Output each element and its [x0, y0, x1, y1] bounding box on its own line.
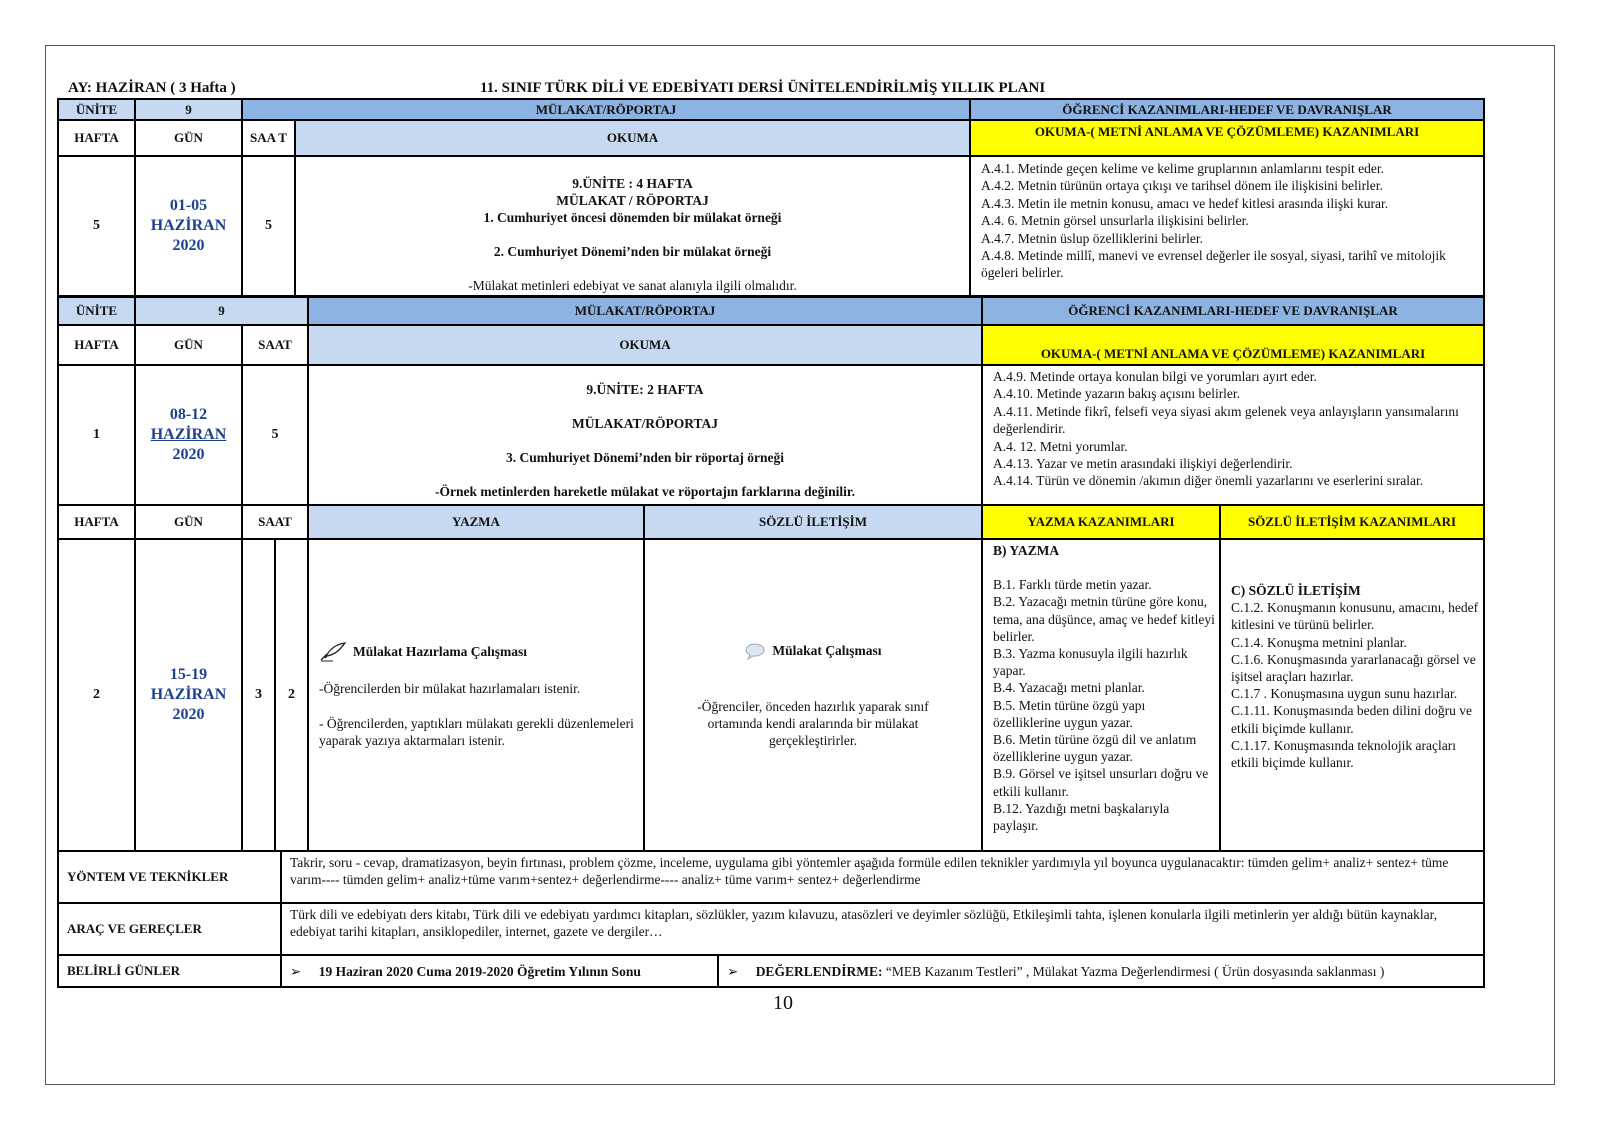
- hafta-label: HAFTA: [58, 325, 135, 365]
- unite-label: ÜNİTE: [58, 99, 135, 120]
- week-number: 5: [58, 156, 135, 296]
- writing-line: -Öğrencilerden bir mülakat hazırlamaları istenir.: [319, 680, 581, 696]
- speaking-title: Mülakat Çalışması: [772, 643, 882, 658]
- writing-objectives-cell: [982, 539, 1220, 851]
- speaking-objectives-header: SÖZLÜ İLETİŞİM KAZANIMLARI: [1220, 505, 1484, 539]
- objective-item: A.4.11. Metinde fikrî, felsefi veya siyasi akım gelenek veya anlayışların yansımalarını değerlendirir.: [993, 403, 1459, 437]
- quill-icon: [319, 642, 347, 662]
- objective-item: A.4. 6. Metnin görsel unsurlarla ilişkisini belirler.: [981, 213, 1249, 229]
- content-line: 9.ÜNİTE : 4 HAFTA: [572, 176, 693, 191]
- objectives-cell: [982, 365, 1484, 505]
- block1-table: [57, 98, 1485, 297]
- objective-item: C.1.7 . Konuşmasına uygun sunu hazırlar.: [1231, 686, 1458, 702]
- objective-item: C.1.17. Konuşmasında teknolojik araçları etkili biçimde kullanır.: [1231, 737, 1456, 771]
- methods-text: Takrir, soru - cevap, dramatizasyon, beyin fırtınası, problem çözme, inceleme, uygulama gibi yöntemler aşağıda formüle edilen teknikler yardımıyla yıl boyunca uygulanacaktır: tümden gelim+ analiz+ sentez+ tüme varım---- tümden gelim+ analiz+tüme varım+sentez+ değerlendirme---- analiz+ tüme varım+ sentez+ değerlendirme: [281, 851, 1484, 903]
- date-cell: [135, 539, 242, 851]
- week-number: 2: [58, 539, 135, 851]
- arrow-icon: ➢: [727, 963, 739, 979]
- writing-header: YAZMA: [308, 505, 644, 539]
- writing-objectives-header: YAZMA KAZANIMLARI: [982, 505, 1220, 539]
- objectives-header: ÖĞRENCİ KAZANIMLARI-HEDEF VE DAVRANIŞLAR: [982, 297, 1484, 325]
- date-year: 2020: [172, 706, 205, 723]
- date-days: 15-19: [169, 666, 208, 683]
- month-label: AY: HAZİRAN ( 3 Hafta ): [68, 80, 236, 96]
- tools-label: ARAÇ VE GEREÇLER: [58, 903, 281, 955]
- section-header: OKUMA: [308, 325, 982, 365]
- footer-table: [57, 850, 1485, 988]
- content-line: 9.ÜNİTE: 2 HAFTA: [586, 382, 704, 397]
- gun-label: GÜN: [135, 325, 242, 365]
- objective-item: A.4.2. Metnin türünün ortaya çıkışı ve tarihsel dönem ile ilişkisini belirler.: [981, 178, 1383, 194]
- saat-label: SAA T: [242, 120, 295, 156]
- theme-header: MÜLAKAT/RÖPORTAJ: [308, 297, 982, 325]
- days-text: 19 Haziran 2020 Cuma 2019-2020 Öğretim Yılının Sonu: [318, 963, 641, 979]
- objective-item: C.1.11. Konuşmasında beden dilini doğru ve etkili biçimde kullanır.: [1231, 703, 1472, 736]
- date-days: 08-12: [169, 406, 208, 423]
- content-cell: [295, 156, 970, 296]
- objective-item: C.1.6. Konuşmasında yararlanacağı görsel ve işitsel araçları hazırlar.: [1231, 651, 1476, 685]
- unite-value: 9: [135, 99, 242, 120]
- speaking-text: -Öğrenciler, önceden hazırlık yaparak sınıf ortamında kendi aralarında bir mülakat gerçekleştirirler.: [697, 698, 929, 748]
- days-cell: [281, 955, 718, 987]
- days-label: BELİRLİ GÜNLER: [58, 955, 281, 987]
- date-year: 2020: [172, 237, 205, 254]
- content-line: 1. Cumhuriyet öncesi dönemden bir mülakat örneği: [483, 210, 782, 225]
- speech-bubble-icon: [744, 642, 766, 660]
- date-cell: [135, 156, 242, 296]
- speaking-header: SÖZLÜ İLETİŞİM: [644, 505, 982, 539]
- arrow-icon: ➢: [290, 963, 302, 979]
- date-year: 2020: [172, 446, 205, 463]
- gun-label: GÜN: [135, 505, 242, 539]
- eval-text: “MEB Kazanım Testleri” , Mülakat Yazma Değerlendirmesi ( Ürün dosyasında saklanması ): [882, 963, 1385, 979]
- eval-label: DEĞERLENDİRME:: [755, 963, 883, 979]
- saat-label: SAAT: [242, 505, 308, 539]
- date-month: HAZİRAN: [150, 426, 227, 443]
- content-line: 2. Cumhuriyet Dönemi’nden bir mülakat örneği: [493, 244, 772, 259]
- hours: 5: [242, 156, 295, 296]
- writing-objectives-title: B) YAZMA: [993, 543, 1060, 558]
- content-line: MÜLAKAT / RÖPORTAJ: [556, 193, 709, 208]
- content-note: -Mülakat metinleri edebiyat ve sanat alanıyla ilgili olmalıdır.: [468, 278, 797, 293]
- saat-label: SAAT: [242, 325, 308, 365]
- hours-b: 2: [275, 539, 308, 851]
- content-line: MÜLAKAT/RÖPORTAJ: [571, 416, 719, 431]
- objective-item: B.3. Yazma konusuyla ilgili hazırlık yapar.: [993, 646, 1188, 679]
- date-cell: [135, 365, 242, 505]
- unite-value: 9: [135, 297, 308, 325]
- objective-item: C.1.4. Konuşma metnini planlar.: [1231, 634, 1407, 650]
- objective-item: B.9. Görsel ve işitsel unsurları doğru ve etkili kullanır.: [993, 766, 1209, 799]
- content-cell: [308, 365, 982, 505]
- objective-item: C.1.2. Konuşmanın konusunu, amacını, hedef kitlesini ve türünü belirler.: [1231, 600, 1479, 633]
- page-title: 11. SINIF TÜRK DİLİ VE EDEBİYATI DERSİ ÜNİTELENDİRİLMİŞ YILLIK PLANI: [480, 80, 1046, 96]
- objective-item: A.4.13. Yazar ve metin arasındaki ilişkiyi değerlendirir.: [993, 456, 1293, 472]
- hours-a: 3: [242, 539, 275, 851]
- date-month: HAZİRAN: [150, 686, 227, 703]
- content-line: 3. Cumhuriyet Dönemi’nden bir röportaj örneği: [506, 450, 784, 465]
- week-number: 1: [58, 365, 135, 505]
- objective-item: A.4.1. Metinde geçen kelime ve kelime gruplarının anlamlarını tespit eder.: [981, 161, 1384, 176]
- objectives-header: ÖĞRENCİ KAZANIMLARI-HEDEF VE DAVRANIŞLAR: [970, 99, 1484, 120]
- theme-header: MÜLAKAT/RÖPORTAJ: [242, 99, 970, 120]
- objective-item: A.4.10. Metinde yazarın bakış açısını belirler.: [993, 386, 1241, 402]
- hours: 5: [242, 365, 308, 505]
- objective-item: A.4. 12. Metni yorumlar.: [993, 438, 1128, 454]
- objective-item: B.6. Metin türüne özgü dil ve anlatım özelliklerine uygun yazar.: [993, 732, 1197, 765]
- objective-item: A.4.9. Metinde ortaya konulan bilgi ve yorumları ayırt eder.: [993, 369, 1317, 384]
- eval-cell: [718, 955, 1484, 987]
- writing-line: - Öğrencilerden, yaptıkları mülakatı gerekli düzenlemeleri yaparak yazıya aktarmaları istenir.: [319, 715, 634, 748]
- hafta-label: HAFTA: [58, 505, 135, 539]
- page-number: 10: [773, 992, 793, 1014]
- objective-item: A.4.7. Metnin üslup özelliklerini belirler.: [981, 230, 1203, 246]
- objectives-cell: [970, 156, 1484, 296]
- objective-item: A.4.14. Türün ve dönemin /akımın diğer önemli yazarlarını ve eserlerini sıralar.: [993, 473, 1424, 489]
- unite-label: ÜNİTE: [58, 297, 135, 325]
- objective-item: B.1. Farklı türde metin yazar.: [993, 577, 1152, 593]
- speaking-title-row: [649, 642, 977, 660]
- hafta-label: HAFTA: [58, 120, 135, 156]
- block3-table: [57, 504, 1485, 852]
- writing-cell: [308, 539, 644, 851]
- objective-item: B.5. Metin türüne özgü yapı özelliklerine uygun yazar.: [993, 697, 1146, 730]
- speaking-objectives-title: C) SÖZLÜ İLETİŞİM: [1231, 583, 1361, 598]
- date-month: HAZİRAN: [150, 217, 227, 234]
- section-header: OKUMA: [295, 120, 970, 156]
- section-objectives-header: OKUMA-( METNİ ANLAMA VE ÇÖZÜMLEME) KAZANIMLARI: [982, 325, 1484, 365]
- speaking-objectives-cell: [1220, 539, 1484, 851]
- speaking-cell: [644, 539, 982, 851]
- writing-title-row: [319, 642, 639, 662]
- objective-item: A.4.3. Metin ile metnin konusu, amacı ve hedef kitlesi arasında ilişki kurar.: [981, 195, 1389, 211]
- section-objectives-header: OKUMA-( METNİ ANLAMA VE ÇÖZÜMLEME) KAZANIMLARI: [970, 120, 1484, 156]
- block2-table: [57, 296, 1485, 506]
- methods-label: YÖNTEM VE TEKNİKLER: [58, 851, 281, 903]
- writing-title: Mülakat Hazırlama Çalışması: [353, 644, 527, 659]
- objective-item: B.4. Yazacağı metni planlar.: [993, 680, 1145, 696]
- objective-item: B.2. Yazacağı metnin türüne göre konu, tema, ana düşünce, amaç ve hedef kitleyi belirler.: [993, 594, 1215, 644]
- gun-label: GÜN: [135, 120, 242, 156]
- tools-text: Türk dili ve edebiyatı ders kitabı, Türk dili ve edebiyatı yardımcı kitapları, sözlükler, yazım kılavuzu, atasözleri ve deyimler sözlüğü, Etkileşimli tahta, işlenen konularla ilgili metinlerin yer aldığı bütün kaynaklar, edebiyat tarihi kitapları, ansiklopediler, internet, gazete ve dergiler…: [281, 903, 1484, 955]
- objective-item: B.12. Yazdığı metni başkalarıyla paylaşır.: [993, 800, 1170, 834]
- objective-item: A.4.8. Metinde millî, manevi ve evrensel değerler ile sosyal, siyasi, tarihî ve mitolojik ögeleri belirler.: [981, 248, 1446, 281]
- content-line: -Örnek metinlerden hareketle mülakat ve röportajın farklarına değinilir.: [435, 484, 855, 499]
- date-days: 01-05: [169, 197, 208, 214]
